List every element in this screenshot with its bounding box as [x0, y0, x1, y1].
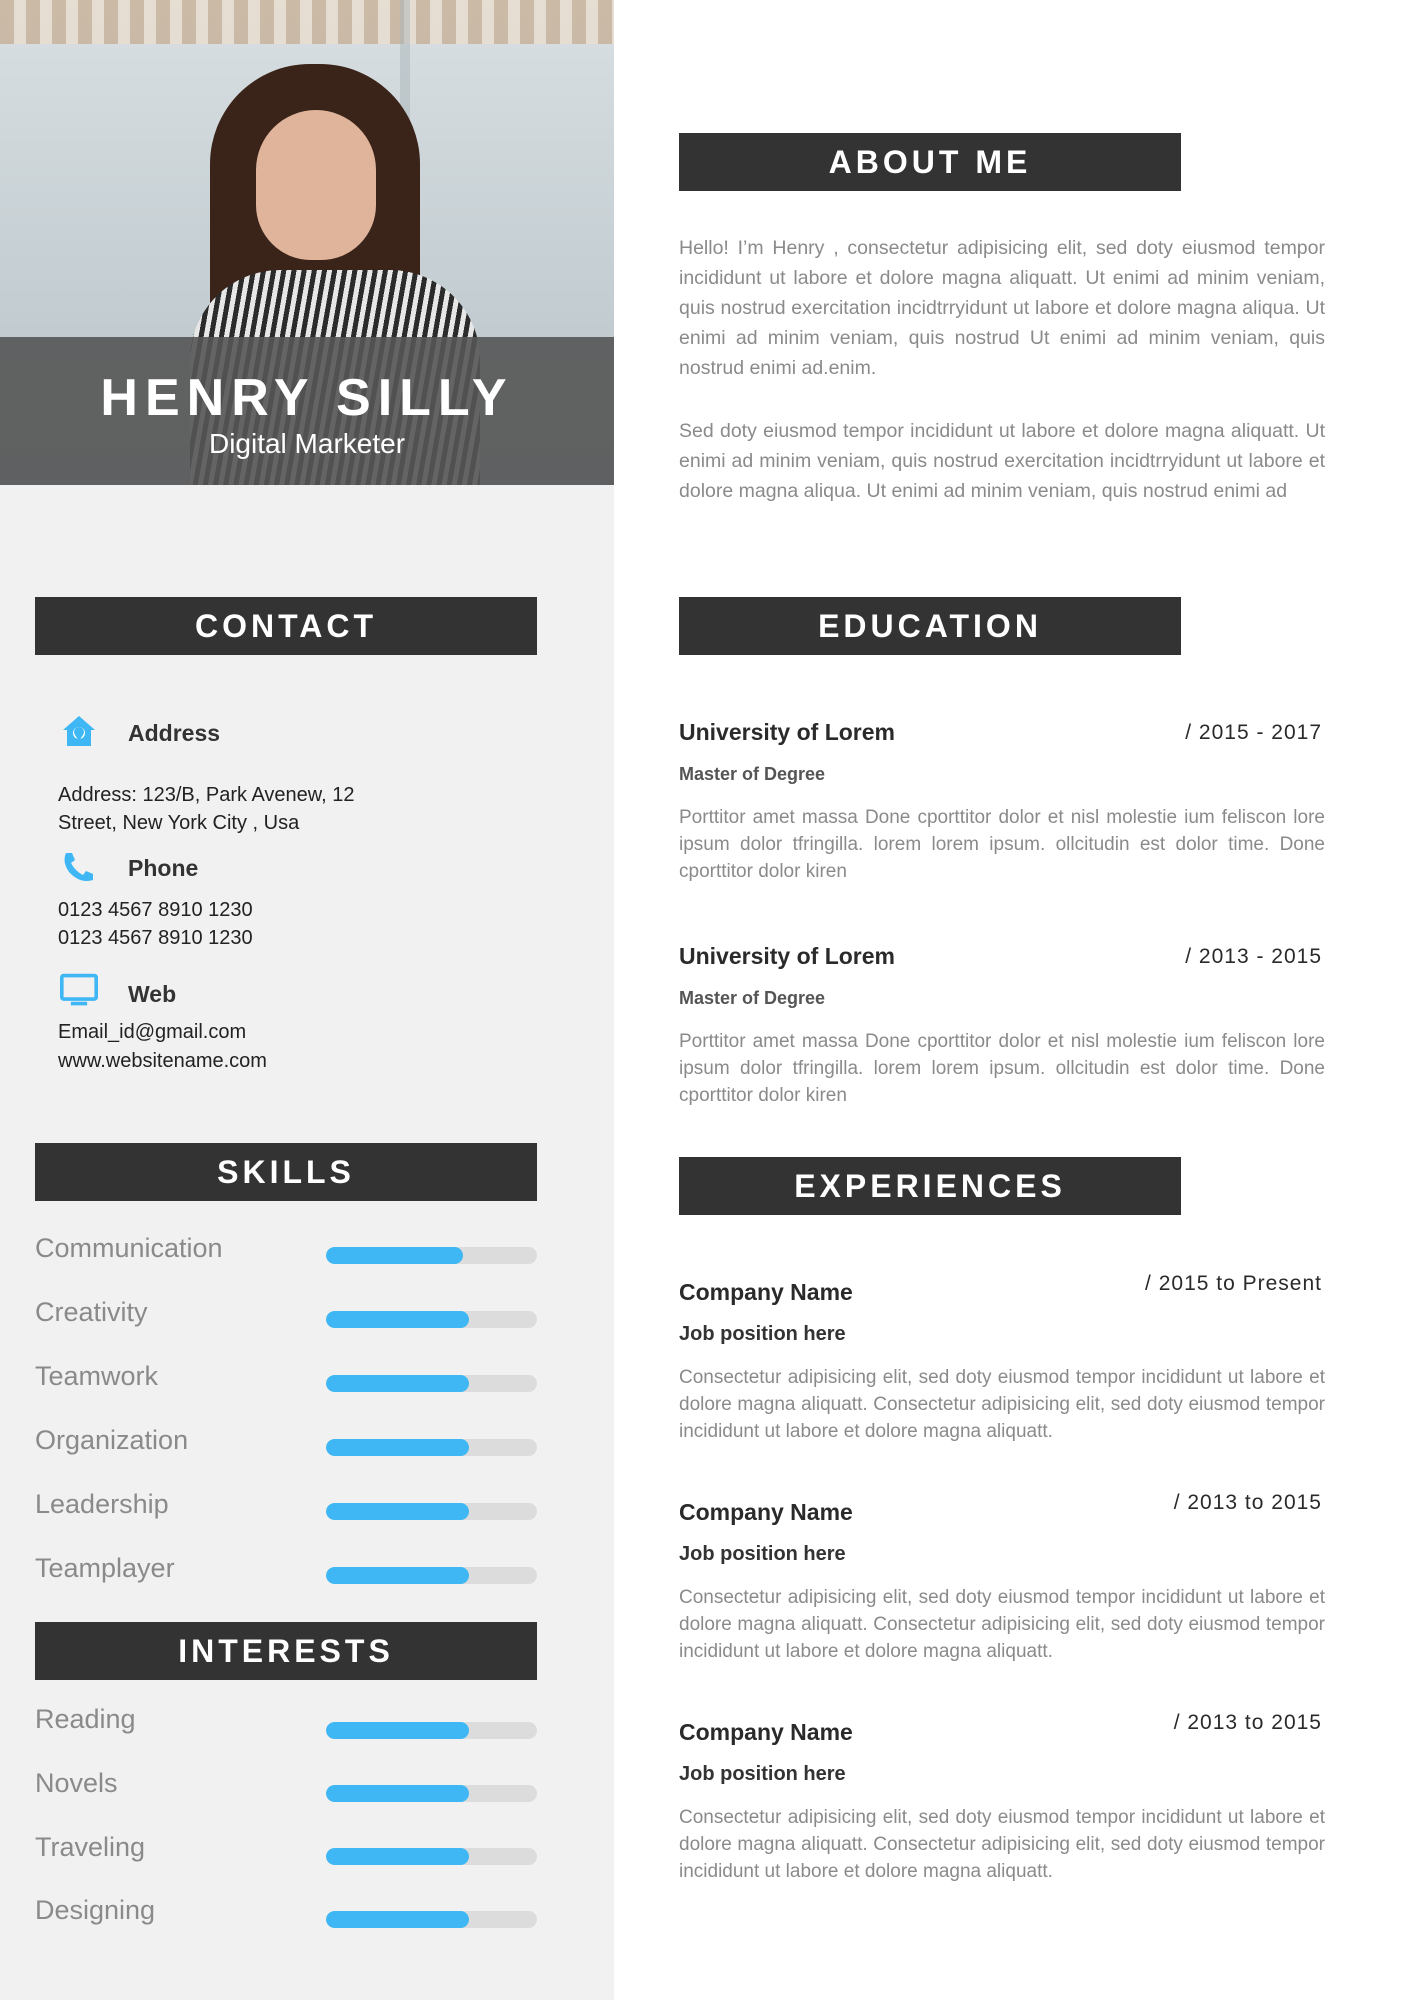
education-header: EDUCATION	[679, 597, 1181, 655]
interests-header: INTERESTS	[35, 1622, 537, 1680]
education-description: Porttitor amet massa Done cporttitor dolor et nisl molestie ium feliscon lore ipsum dolor tfringilla. lorem lorem ipsum. ollcitudin est dolor time. Done cporttitor dolor kiren	[679, 1031, 1325, 1106]
experiences-header: EXPERIENCES	[679, 1157, 1181, 1215]
skill-track	[326, 1311, 537, 1328]
about-paragraph: Sed doty eiusmod tempor incididunt ut labore et dolore magna aliquatt. Ut enimi ad minim veniam, quis nostrud exercitation incidtrryidunt ut labore et dolore magna aliqua. Ut enimi ad minim veniam, quis nostrud enimi ad	[679, 420, 1325, 502]
experience-company: Company Name	[679, 1719, 853, 1745]
interest-bar-fill	[326, 1722, 469, 1739]
interest-track	[326, 1785, 537, 1802]
education-school: University of Lorem	[679, 719, 895, 745]
home-pin-icon	[60, 714, 98, 748]
contact-web-label: Web	[128, 981, 177, 1007]
phone-icon	[60, 850, 98, 884]
contact-phone-label: Phone	[128, 855, 199, 881]
experience-date: / 2013 to 2015	[1173, 1491, 1322, 1514]
experience-position: Job position here	[679, 1323, 846, 1345]
skills-header: SKILLS	[35, 1143, 537, 1201]
photo-ceiling-decor	[0, 0, 614, 44]
skill-bar-fill	[326, 1311, 469, 1328]
skill-label: Leadership	[35, 1489, 169, 1519]
education-degree: Master of Degree	[679, 764, 826, 784]
skill-label: Communication	[35, 1233, 223, 1263]
contact-address-label: Address	[128, 720, 221, 746]
contact-web-line: www.websitename.com	[58, 1050, 267, 1072]
interest-bar-fill	[326, 1785, 469, 1802]
contact-phone-line: 0123 4567 8910 1230	[58, 899, 253, 921]
interest-bar-fill	[326, 1911, 469, 1928]
interest-track	[326, 1722, 537, 1739]
skill-track	[326, 1247, 537, 1264]
skill-bar-fill	[326, 1567, 469, 1584]
experience-date: / 2013 to 2015	[1173, 1711, 1322, 1734]
contact-header: CONTACT	[35, 597, 537, 655]
skill-label: Creativity	[35, 1297, 148, 1327]
experience-company: Company Name	[679, 1499, 853, 1525]
interest-label: Novels	[35, 1768, 118, 1798]
contact-web-line: Email_id@gmail.com	[58, 1021, 247, 1043]
skill-track	[326, 1375, 537, 1392]
photo-face	[256, 110, 376, 260]
interest-track	[326, 1911, 537, 1928]
education-description: Porttitor amet massa Done cporttitor dolor et nisl molestie ium feliscon lore ipsum dolor tfringilla. lorem lorem ipsum. ollcitudin est dolor time. Done cporttitor dolor kiren	[679, 807, 1325, 882]
education-school: University of Lorem	[679, 943, 895, 969]
skill-track	[326, 1503, 537, 1520]
interest-label: Reading	[35, 1704, 136, 1734]
interest-track	[326, 1848, 537, 1865]
monitor-icon	[60, 973, 98, 1007]
interest-label: Traveling	[35, 1832, 146, 1862]
interest-label: Designing	[35, 1895, 156, 1925]
skill-bar-fill	[326, 1439, 469, 1456]
skill-track	[326, 1439, 537, 1456]
education-date: / 2015 - 2017	[1185, 721, 1322, 744]
experience-description: Consectetur adipisicing elit, sed doty eiusmod tempor incididunt ut labore et dolore magna aliquatt. Consectetur adipisicing elit, sed doty eiusmod tempor incididunt ut labore et dolore magna aliquatt.	[679, 1587, 1325, 1662]
experience-description: Consectetur adipisicing elit, sed doty eiusmod tempor incididunt ut labore et dolore magna aliquatt. Consectetur adipisicing elit, sed doty eiusmod tempor incididunt ut labore et dolore magna aliquatt.	[679, 1807, 1325, 1882]
experience-position: Job position here	[679, 1543, 846, 1565]
education-date: / 2013 - 2015	[1185, 945, 1322, 968]
skill-label: Teamplayer	[35, 1553, 175, 1583]
contact-address-line: Address: 123/B, Park Avenew, 12	[58, 784, 355, 806]
education-degree: Master of Degree	[679, 988, 826, 1008]
skill-bar-fill	[326, 1503, 469, 1520]
skill-bar-fill	[326, 1375, 469, 1392]
about-paragraph: Hello! I’m Henry , consectetur adipisicing elit, sed doty eiusmod tempor incididunt ut labore et dolore magna aliquatt. Ut enimi ad minim veniam, quis nostrud exercitation incidtrryidunt ut labore et dolore magna aliqua. Ut enimi ad minim veniam, quis nostrud Ut enimi ad minim veniam, quis nostrud enimi ad.enim.	[679, 237, 1325, 379]
profile-title: Digital Marketer	[208, 428, 406, 459]
profile-name: HENRY SILLY	[100, 369, 514, 427]
contact-phone-line: 0123 4567 8910 1230	[58, 927, 253, 949]
experience-description: Consectetur adipisicing elit, sed doty eiusmod tempor incididunt ut labore et dolore magna aliquatt. Consectetur adipisicing elit, sed doty eiusmod tempor incididunt ut labore et dolore magna aliquatt.	[679, 1367, 1325, 1442]
interest-bar-fill	[326, 1848, 469, 1865]
skill-bar-fill	[326, 1247, 463, 1264]
skill-track	[326, 1567, 537, 1584]
experience-date: / 2015 to Present	[1145, 1272, 1322, 1295]
skill-label: Organization	[35, 1425, 189, 1455]
experience-position: Job position here	[679, 1763, 846, 1785]
contact-address-line: Street, New York City , Usa	[58, 812, 300, 834]
about-header: ABOUT ME	[679, 133, 1181, 191]
skill-label: Teamwork	[35, 1361, 159, 1391]
experience-company: Company Name	[679, 1279, 853, 1305]
